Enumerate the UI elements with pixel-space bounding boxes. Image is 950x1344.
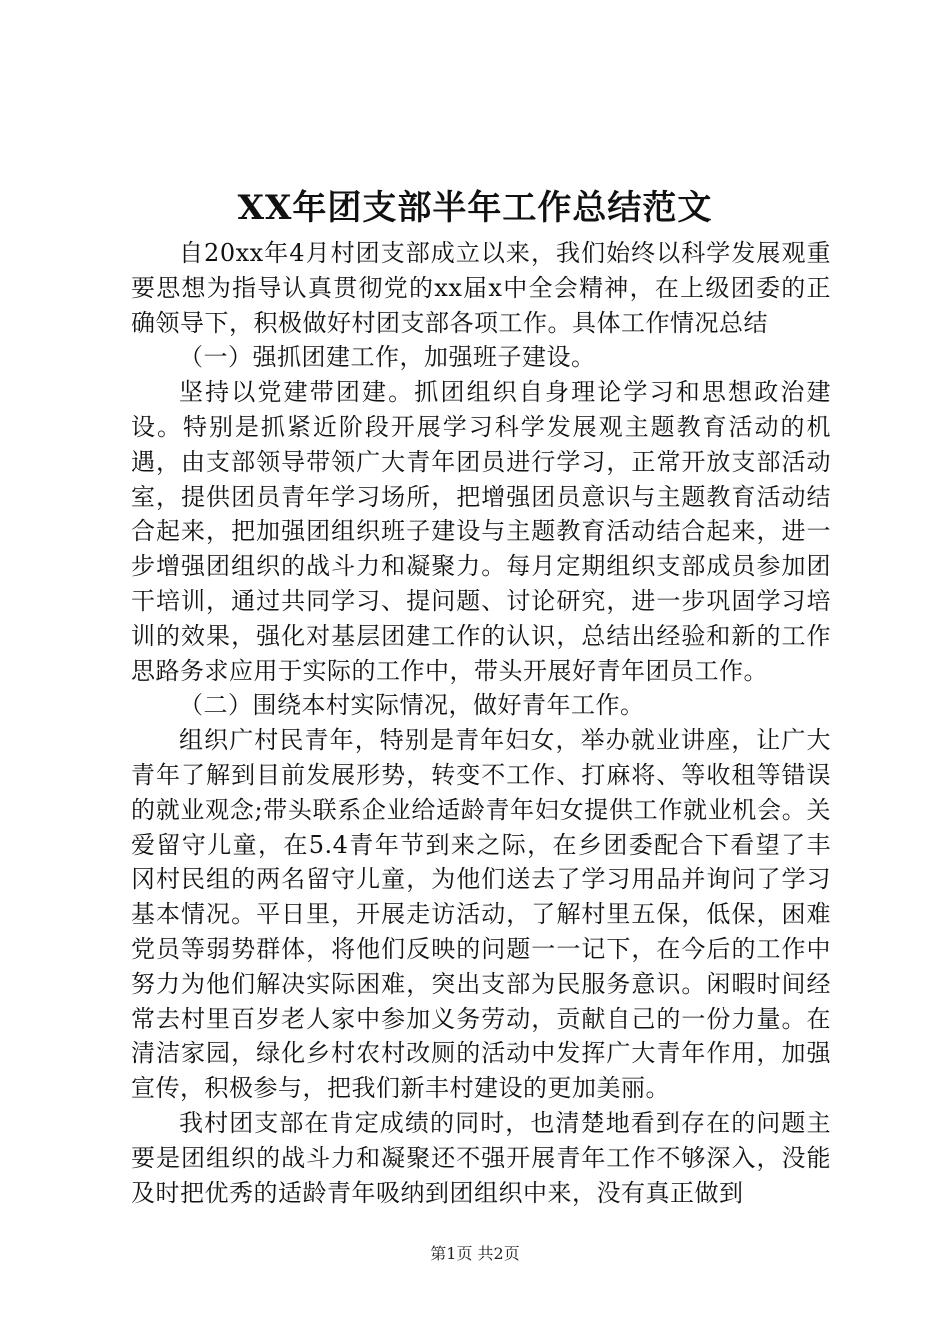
section-heading-1: （一）强抓团建工作，加强班子建设。 <box>179 343 596 372</box>
paragraph-intro: 自20xx年4月村团支部成立以来，我们始终以科学发展观重要思想为指导认真贯彻党的xx届x中全会精神，在上级团委的正确领导下，积极做好村团支部各项工作。具体工作情况总结 <box>131 239 831 337</box>
page-footer: 第1页 共2页 <box>430 1244 520 1263</box>
paragraph-section-1: 坚持以党建带团建。抓团组织自身理论学习和思想政治建设。特别是抓紧近阶段开展学习科学发展观主题教育活动的机遇，由支部领导带领广大青年团员进行学习，正常开放支部活动室，提供团员青年学习场所，把增强团员意识与主题教育活动结合起来，把加强团组织班子建设与主题教育活动结合起来，进一步增强团组织的战斗力和凝聚力。每月定期组织支部成员参加团干培训，通过共同学习、提问题、讨论研究，进一步巩固学习培训的效果，强化对基层团建工作的认识，总结出经验和新的工作思路务求应用于实际的工作中，带头开展好青年团员工作。 <box>131 378 831 685</box>
paragraph-problems: 我村团支部在肯定成绩的同时，也清楚地看到存在的问题主要是团组织的战斗力和凝聚还不强开展青年工作不够深入，没能及时把优秀的适龄青年吸纳到团组织中来，没有真正做到 <box>131 1108 831 1207</box>
paragraph-section-2: 组织广村民青年，特别是青年妇女，举办就业讲座，让广大青年了解到目前发展形势，转变不工作、打麻将、等收租等错误的就业观念;带头联系企业给适龄青年妇女提供工作就业机会。关爱留守儿童，在5.4青年节到来之际，在乡团委配合下看望了丰冈村民组的两名留守儿童，为他们送去了学习用品并询问了学习基本情况。平日里，开展走访活动，了解村里五保，低保，困难党员等弱势群体，将他们反映的问题一一记下，在今后的工作中努力为他们解决实际困难，突出支部为民服务意识。闲暇时间经常去村里百岁老人家中参加义务劳动，贡献自己的一份力量。在清洁家园，绿化乡村农村改厕的活动中发挥广大青年作用，加强宣传，积极参与，把我们新丰村建设的更加美丽。 <box>131 726 831 1103</box>
document-title: XX年团支部半年工作总结范文 <box>237 188 713 228</box>
document-body <box>131 236 831 1210</box>
section-heading-2: （二）围绕本村实际情况，做好青年工作。 <box>179 691 645 720</box>
